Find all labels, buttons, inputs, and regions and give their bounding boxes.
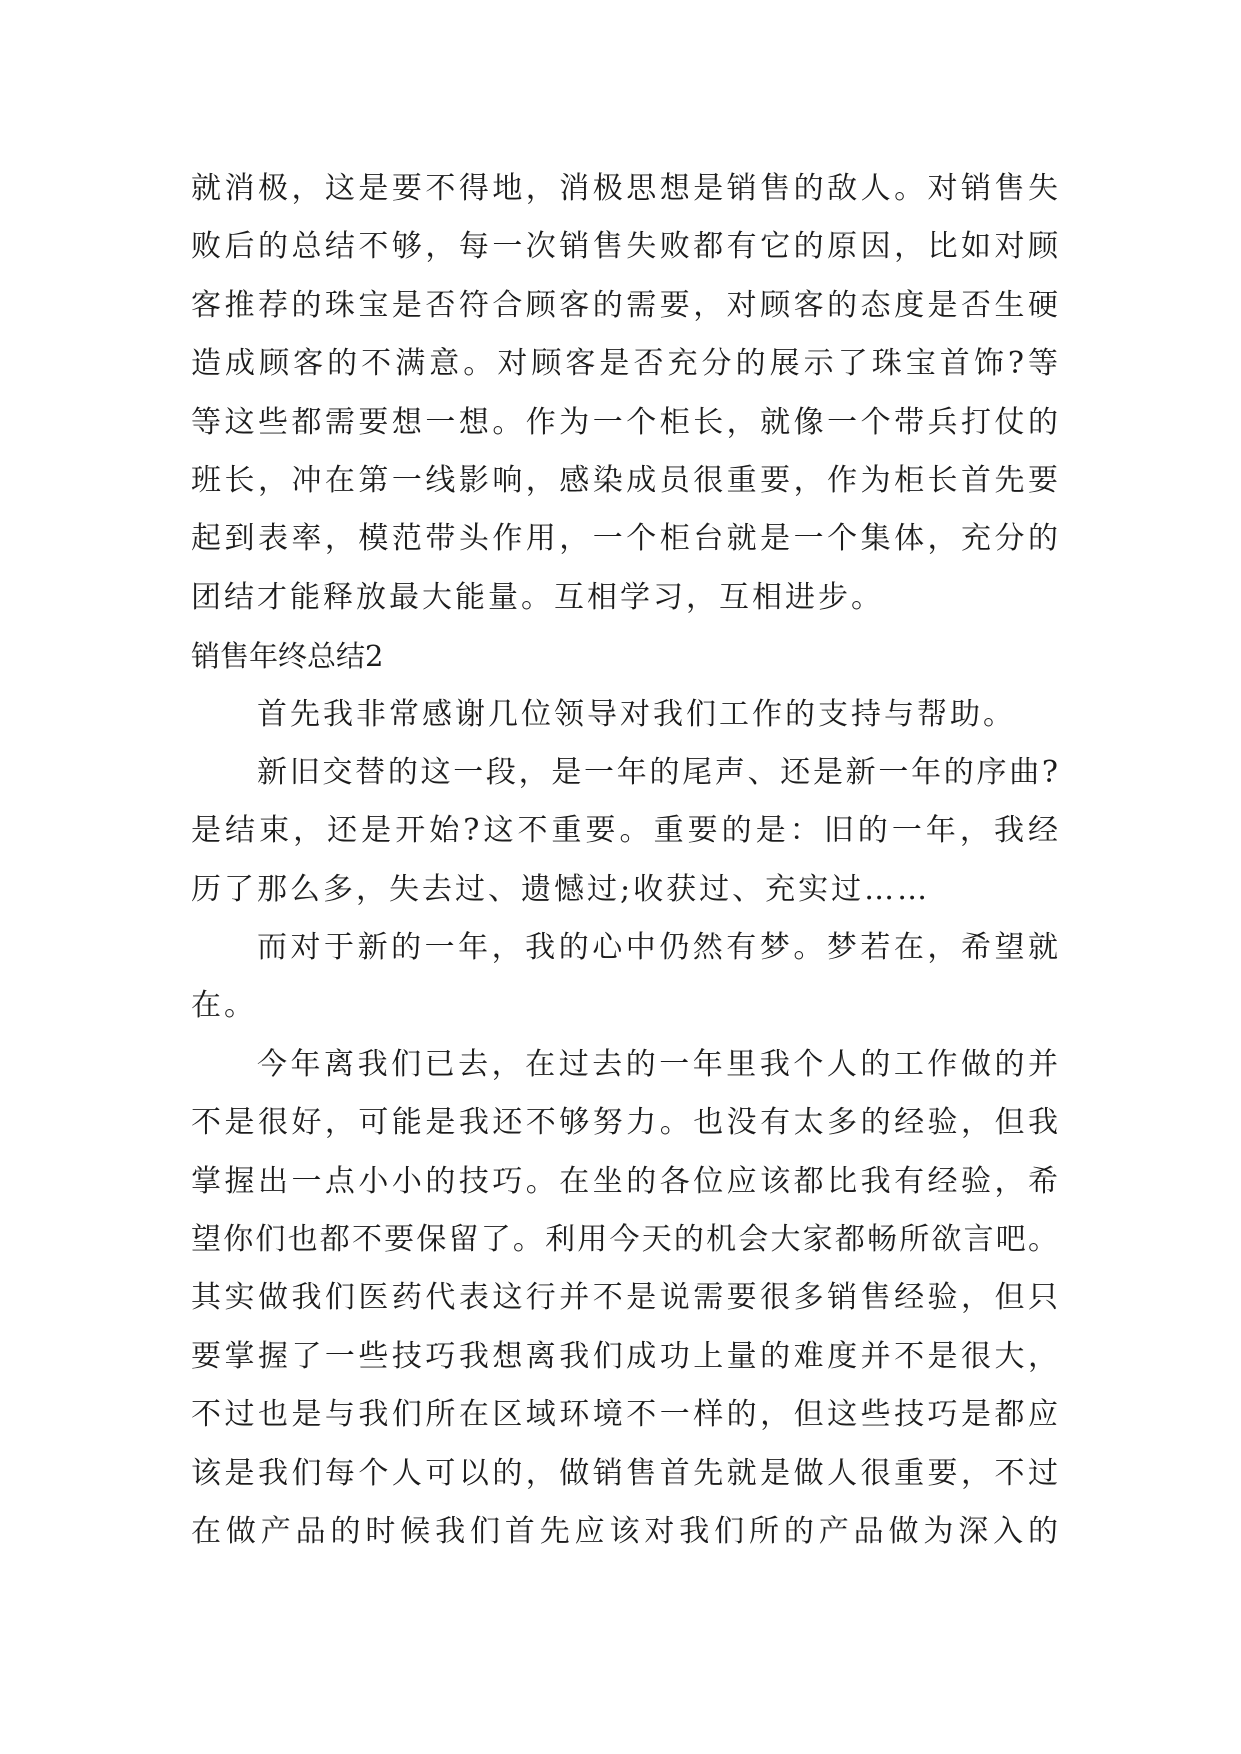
document-body [191, 160, 1063, 1561]
line-text: 客推荐的珠宝是否符合顾客的需要，对顾客的态度是否生硬 [191, 287, 1062, 323]
paragraph [191, 686, 1058, 744]
text-line [191, 744, 1061, 802]
text-line [191, 802, 1063, 860]
text-line [191, 160, 1062, 218]
line-text: 历了那么多，失去过、遗憾过;收获过、充实过…… [191, 871, 931, 907]
text-line [191, 1094, 1062, 1152]
paragraph [191, 744, 1063, 919]
paragraph-continued [191, 160, 1063, 627]
line-text: 今年离我们已去，在过去的一年里我个人的工作做的并 [257, 1046, 1062, 1082]
text-line [191, 1153, 1062, 1211]
line-text: 班长，冲在第一线影响，感染成员很重要，作为柜长首先要 [191, 462, 1062, 498]
text-line [191, 861, 1058, 919]
text-line [191, 569, 1058, 627]
paragraph [191, 919, 1062, 1036]
text-line [191, 919, 1062, 977]
text-line [191, 218, 1062, 276]
line-text: 望你们也都不要保留了。利用今天的机会大家都畅所欲言吧。 [191, 1222, 1061, 1258]
text-line [191, 394, 1062, 452]
line-text: 掌握出一点小小的技巧。在坐的各位应该都比我有经验，希 [191, 1163, 1062, 1199]
line-text: 在做产品的时候我们首先应该对我们所的产品做为深入的 [191, 1513, 1063, 1549]
text-line [191, 977, 1058, 1035]
line-text: 起到表率，模范带头作用，一个柜台就是一个集体，充分的 [191, 521, 1062, 557]
text-line [191, 1386, 1062, 1444]
line-text: 该是我们每个人可以的，做销售首先就是做人很重要，不过 [191, 1455, 1062, 1491]
line-text: 等这些都需要想一想。作为一个柜长，就像一个带兵打仗的 [191, 404, 1062, 440]
line-text: 而对于新的一年，我的心中仍然有梦。梦若在，希望就 [257, 930, 1062, 966]
line-text: 在。 [191, 988, 257, 1024]
line-text: 要掌握了一些技巧我想离我们成功上量的难度并不是很大， [191, 1338, 1062, 1374]
text-line [191, 277, 1062, 335]
text-line [191, 335, 1063, 393]
line-text: 新旧交替的这一段，是一年的尾声、还是新一年的序曲? [257, 754, 1061, 790]
text-line [191, 1269, 1062, 1327]
line-text: 是结束，还是开始?这不重要。重要的是：旧的一年，我经 [191, 813, 1063, 849]
text-line [191, 510, 1062, 568]
line-text: 团结才能释放最大能量。互相学习，互相进步。 [191, 579, 884, 615]
line-text: 造成顾客的不满意。对顾客是否充分的展示了珠宝首饰?等 [191, 346, 1063, 382]
section-heading: 销售年终总结2 [191, 639, 384, 674]
text-line [191, 686, 1058, 744]
text-line [191, 452, 1062, 510]
text-line [191, 1328, 1062, 1386]
line-text: 其实做我们医药代表这行并不是说需要很多销售经验，但只 [191, 1280, 1062, 1316]
text-line [191, 1503, 1063, 1561]
text-line [191, 1036, 1062, 1094]
text-line [191, 1445, 1062, 1503]
line-text: 首先我非常感谢几位领导对我们工作的支持与帮助。 [257, 696, 1016, 732]
line-text: 不过也是与我们所在区域环境不一样的，但这些技巧是都应 [191, 1397, 1062, 1433]
line-text: 不是很好，可能是我还不够努力。也没有太多的经验，但我 [191, 1105, 1062, 1141]
text-line [191, 1211, 1061, 1269]
line-text: 就消极，这是要不得地，消极思想是销售的敌人。对销售失 [191, 171, 1062, 206]
line-text: 败后的总结不够，每一次销售失败都有它的原因，比如对顾 [191, 229, 1062, 265]
paragraph [191, 1036, 1063, 1562]
